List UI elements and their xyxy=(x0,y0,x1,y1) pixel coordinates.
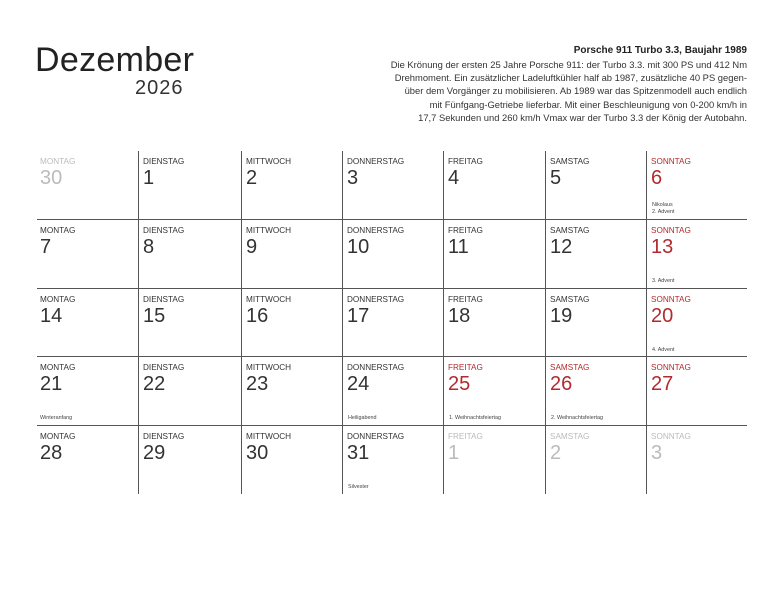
weekday-label: MONTAG xyxy=(40,432,76,441)
weekday-label: MITTWOCH xyxy=(246,295,292,304)
day-number: 5 xyxy=(550,167,562,189)
weekday-label: DIENSTAG xyxy=(143,295,185,304)
weekday-label: DIENSTAG xyxy=(143,157,185,166)
day-cell xyxy=(545,426,646,494)
day-number: 24 xyxy=(347,373,370,395)
day-number: 15 xyxy=(143,305,166,327)
day-number: 10 xyxy=(347,236,370,258)
day-cell xyxy=(545,151,646,219)
car-caption-line: über dem Vorgänger zu mobilisieren. Ab 1989 war das Spitzenmodell auch endlich xyxy=(404,85,747,97)
car-caption-text xyxy=(327,58,747,124)
day-note: 2. Weihnachtsfeiertag xyxy=(551,415,604,421)
weekday-label: DONNERSTAG xyxy=(347,432,405,441)
day-note: 1. Weihnachtsfeiertag xyxy=(449,415,502,421)
weekday-label: FREITAG xyxy=(448,432,483,441)
day-number: 2 xyxy=(550,442,562,464)
day-number: 13 xyxy=(651,236,674,258)
day-number: 28 xyxy=(40,442,63,464)
day-cell xyxy=(37,357,138,425)
weekday-label: DONNERSTAG xyxy=(347,295,405,304)
car-caption-line: Drehmoment. Ein zusätzlicher Ladeluftkühler half ab 1987, zusätzliche 40 PS gegen- xyxy=(394,72,747,84)
day-cell xyxy=(342,220,443,288)
day-cell xyxy=(342,357,443,425)
weekday-label: SONNTAG xyxy=(651,432,691,441)
day-number: 6 xyxy=(651,167,663,189)
day-cell xyxy=(138,220,241,288)
day-cell xyxy=(646,220,747,288)
day-note: Winteranfang xyxy=(40,415,73,421)
day-number: 17 xyxy=(347,305,370,327)
day-number: 2 xyxy=(246,167,258,189)
day-number: 3 xyxy=(347,167,359,189)
day-note: 3. Advent xyxy=(652,278,675,284)
day-cell xyxy=(138,426,241,494)
day-note: Heiligabend xyxy=(348,415,377,421)
day-note: Silvester xyxy=(348,484,369,490)
weekday-label: MONTAG xyxy=(40,295,76,304)
day-cell xyxy=(443,289,545,357)
weekday-label: MITTWOCH xyxy=(246,432,292,441)
day-number: 12 xyxy=(550,236,573,258)
day-number: 16 xyxy=(246,305,269,327)
day-cell xyxy=(138,151,241,219)
day-note: 4. Advent xyxy=(652,347,675,353)
year-label: 2026 xyxy=(135,77,184,99)
weekday-label: MONTAG xyxy=(40,226,76,235)
weekday-label: SAMSTAG xyxy=(550,363,590,372)
day-cell xyxy=(545,357,646,425)
weekday-label: SAMSTAG xyxy=(550,432,590,441)
car-caption-title: Porsche 911 Turbo 3.3, Baujahr 1989 xyxy=(573,45,747,56)
day-number: 7 xyxy=(40,236,52,258)
day-number: 8 xyxy=(143,236,155,258)
day-cell xyxy=(342,289,443,357)
day-cell xyxy=(138,289,241,357)
day-number: 4 xyxy=(448,167,460,189)
day-number: 9 xyxy=(246,236,258,258)
day-number: 22 xyxy=(143,373,166,395)
weekday-label: DONNERSTAG xyxy=(347,363,405,372)
day-number: 11 xyxy=(448,236,469,258)
day-number: 25 xyxy=(448,373,471,395)
day-number: 1 xyxy=(448,442,460,464)
day-number: 26 xyxy=(550,373,573,395)
month-title: Dezember xyxy=(35,41,195,79)
day-number: 1 xyxy=(143,167,155,189)
day-number: 30 xyxy=(246,442,269,464)
day-cell xyxy=(545,220,646,288)
weekday-label: MITTWOCH xyxy=(246,226,292,235)
day-cell xyxy=(646,357,747,425)
weekday-label: SAMSTAG xyxy=(550,226,590,235)
day-number: 29 xyxy=(143,442,166,464)
car-caption-line: mit Fünfgang-Getriebe lieferbar. Mit einer Beschleunigung von 0-200 km/h in xyxy=(429,98,747,110)
weekday-label: MITTWOCH xyxy=(246,363,292,372)
day-cell xyxy=(342,426,443,494)
day-cell xyxy=(37,426,138,494)
weekday-label: SONNTAG xyxy=(651,295,691,304)
day-cell xyxy=(646,151,747,219)
day-number: 31 xyxy=(347,442,370,464)
weekday-label: MONTAG xyxy=(40,157,76,166)
day-cell xyxy=(241,289,342,357)
weekday-label: SAMSTAG xyxy=(550,157,590,166)
weekday-label: FREITAG xyxy=(448,157,483,166)
day-number: 21 xyxy=(40,373,63,395)
day-number: 23 xyxy=(246,373,269,395)
day-cell xyxy=(646,426,747,494)
day-cell xyxy=(241,220,342,288)
day-number: 14 xyxy=(40,305,63,327)
weekday-label: DIENSTAG xyxy=(143,363,185,372)
day-cell xyxy=(646,289,747,357)
day-cell xyxy=(37,220,138,288)
day-number: 18 xyxy=(448,305,471,327)
weekday-label: FREITAG xyxy=(448,363,483,372)
day-number: 27 xyxy=(651,373,674,395)
weekday-label: DONNERSTAG xyxy=(347,226,405,235)
car-caption-line: Die Krönung der ersten 25 Jahre Porsche 911: der Turbo 3.3. mit 300 PS und 412 Nm xyxy=(390,59,747,70)
car-caption-line: 17,7 Sekunden und 260 km/h Vmax war der Turbo 3.3 der König der Autobahn. xyxy=(418,111,747,123)
day-note: Nikolaus 2. Advent xyxy=(652,202,675,215)
day-cell xyxy=(37,151,138,219)
weekday-label: SONNTAG xyxy=(651,363,691,372)
day-number: 20 xyxy=(651,305,674,327)
weekday-label: MONTAG xyxy=(40,363,76,372)
weekday-label: SONNTAG xyxy=(651,226,691,235)
calendar-grid xyxy=(37,151,747,495)
weekday-label: DIENSTAG xyxy=(143,226,185,235)
day-cell xyxy=(443,357,545,425)
day-cell xyxy=(443,151,545,219)
day-cell xyxy=(241,426,342,494)
day-number: 3 xyxy=(651,442,663,464)
weekday-label: DIENSTAG xyxy=(143,432,185,441)
day-cell xyxy=(443,426,545,494)
weekday-label: DONNERSTAG xyxy=(347,157,405,166)
weekday-label: SAMSTAG xyxy=(550,295,590,304)
day-cell xyxy=(342,151,443,219)
day-cell xyxy=(37,289,138,357)
weekday-label: MITTWOCH xyxy=(246,157,292,166)
weekday-label: SONNTAG xyxy=(651,157,691,166)
day-cell xyxy=(545,289,646,357)
weekday-label: FREITAG xyxy=(448,226,483,235)
day-cell xyxy=(241,151,342,219)
day-cell xyxy=(443,220,545,288)
day-cell xyxy=(241,357,342,425)
day-number: 19 xyxy=(550,305,573,327)
day-number: 30 xyxy=(40,167,63,189)
day-cell xyxy=(138,357,241,425)
weekday-label: FREITAG xyxy=(448,295,483,304)
